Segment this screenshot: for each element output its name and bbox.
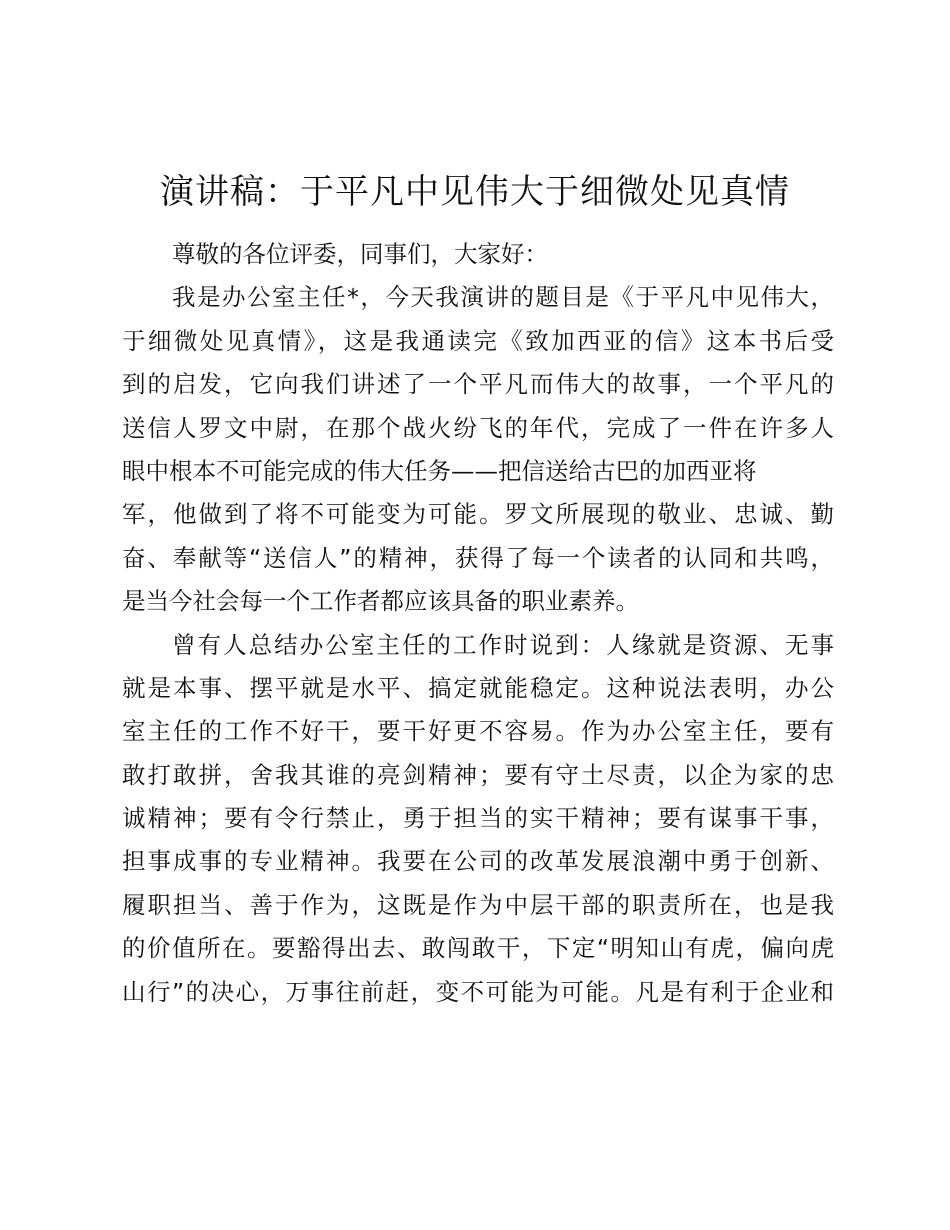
greeting-line: 尊敬的各位评委，同事们，大家好： xyxy=(172,240,548,268)
paragraph-line: 履职担当、善于作为，这既是作为中层干部的职责所在，也是我 xyxy=(122,890,834,919)
paragraph-line: 敢打敢拼，舍我其谁的亮剑精神；要有守土尽责，以企为家的忠 xyxy=(122,760,834,789)
paragraph-line: 室主任的工作不好干，要干好更不容易。作为办公室主任，要有 xyxy=(122,717,834,746)
document-title: 演讲稿：于平凡中见伟大于细微处见真情 xyxy=(160,172,790,212)
paragraph-2 xyxy=(122,624,834,1015)
paragraph-line: 担事成事的专业精神。我要在公司的改革发展浪潮中勇于创新、 xyxy=(122,847,834,876)
paragraph-line: 到的启发，它向我们讲述了一个平凡而伟大的故事，一个平凡的 xyxy=(122,370,834,399)
paragraph-line: 山行”的决心，万事往前赶，变不可能为可能。凡是有利于企业和 xyxy=(122,977,834,1006)
paragraph-line: 曾有人总结办公室主任的工作时说到：人缘就是资源、无事 xyxy=(172,630,834,659)
paragraph-line: 于细微处见真情》，这是我通读完《致加西亚的信》这本书后受 xyxy=(122,326,834,355)
paragraph-line: 诚精神；要有令行禁止，勇于担当的实干精神；要有谋事干事， xyxy=(122,804,834,833)
paragraph-line: 军，他做到了将不可能变为可能。罗文所展现的敬业、忠诚、勤 xyxy=(122,500,834,529)
paragraph-line: 送信人罗文中尉，在那个战火纷飞的年代，完成了一件在许多人 xyxy=(122,413,834,442)
paragraph-1 xyxy=(122,276,834,623)
paragraph-line: 的价值所在。要豁得出去、敢闯敢干，下定“明知山有虎，偏向虎 xyxy=(122,934,834,963)
paragraph-line: 是当今社会每一个工作者都应该具备的职业素养。 xyxy=(122,587,639,616)
paragraph-line: 就是本事、摆平就是水平、搞定就能稳定。这种说法表明，办公 xyxy=(122,673,834,702)
paragraph-line: 眼中根本不可能完成的伟大任务——把信送给古巴的加西亚将 xyxy=(122,456,757,485)
paragraph-line: 我是办公室主任*，今天我演讲的题目是《于平凡中见伟大， xyxy=(172,283,834,312)
document-body xyxy=(122,233,834,1014)
paragraph-line: 奋、奉献等“送信人”的精神，获得了每一个读者的认同和共鸣， xyxy=(122,543,834,572)
